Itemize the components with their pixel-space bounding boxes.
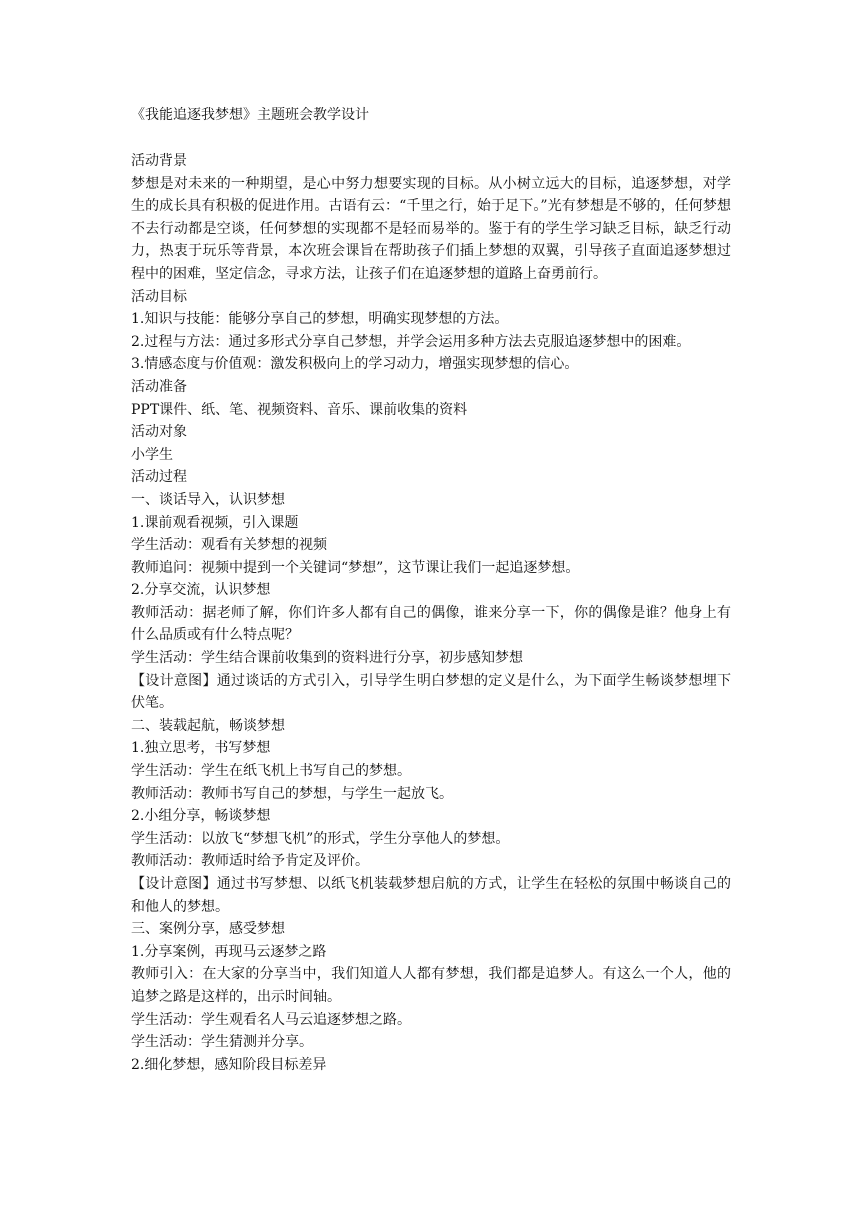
section-3-step-1: 1.分享案例，再现马云逐梦之路 xyxy=(131,943,327,960)
section-1-student-activity: 学生活动：观看有关梦想的视频 xyxy=(131,537,327,554)
heading-goals: 活动目标 xyxy=(131,288,187,305)
section-3-student-watch: 学生活动：学生观看名人马云追逐梦想之路。 xyxy=(131,1011,411,1028)
section-1-step-2: 2.分享交流，认识梦想 xyxy=(131,582,271,599)
audience-text: 小学生 xyxy=(131,446,173,463)
heading-audience: 活动对象 xyxy=(131,424,187,441)
section-2-step-1: 1.独立思考，书写梦想 xyxy=(131,740,271,757)
section-3-step-2: 2.细化梦想，感知阶段目标差异 xyxy=(131,1056,327,1073)
heading-process: 活动过程 xyxy=(131,469,187,486)
section-2-heading: 二、装载起航，畅谈梦想 xyxy=(131,717,285,734)
heading-preparation: 活动准备 xyxy=(131,378,187,395)
section-3-student-guess: 学生活动：学生猜测并分享。 xyxy=(131,1034,313,1051)
section-1-design-intent: 【设计意图】通过谈话的方式引入，引导学生明白梦想的定义是什么，为下面学生畅谈梦想埋下伏笔。 xyxy=(131,672,731,712)
section-1-teacher-question: 教师追问：视频中提到一个关键词“梦想”，这节课让我们一起追逐梦想。 xyxy=(131,559,580,576)
preparation-text: PPT课件、纸、笔、视频资料、音乐、课前收集的资料 xyxy=(131,401,468,418)
section-1-heading: 一、谈话导入，认识梦想 xyxy=(131,491,285,508)
document-body xyxy=(131,150,731,1076)
section-3-heading: 三、案例分享，感受梦想 xyxy=(131,921,285,938)
section-1-student-share: 学生活动：学生结合课前收集到的资料进行分享，初步感知梦想 xyxy=(131,650,523,667)
section-2-teacher-feedback: 教师活动：教师适时给予肯定及评价。 xyxy=(131,853,369,870)
section-2-teacher-activity: 教师活动：教师书写自己的梦想，与学生一起放飞。 xyxy=(131,785,453,802)
document-title: 《我能追逐我梦想》主题班会教学设计 xyxy=(131,107,369,123)
section-1-step-1: 1.课前观看视频，引入课题 xyxy=(131,514,299,531)
section-2-design-intent: 【设计意图】通过书写梦想、以纸飞机装载梦想启航的方式，让学生在轻松的氛围中畅谈自己的和他人的梦想。 xyxy=(131,876,731,915)
goal-item-2: 2.过程与方法：通过多形式分享自己梦想，并学会运用多种方法去克服追逐梦想中的困难。 xyxy=(131,333,691,350)
section-2-student-share: 学生活动：以放飞“梦想飞机”的形式，学生分享他人的梦想。 xyxy=(131,830,510,847)
goal-item-3: 3.情感态度与价值观：激发积极向上的学习动力，增强实现梦想的信心。 xyxy=(131,356,579,373)
goal-item-1: 1.知识与技能：能够分享自己的梦想，明确实现梦想的方法。 xyxy=(131,311,509,328)
heading-background: 活动背景 xyxy=(131,153,187,169)
section-2-step-2: 2.小组分享，畅谈梦想 xyxy=(131,808,271,825)
section-2-student-activity: 学生活动：学生在纸飞机上书写自己的梦想。 xyxy=(131,763,411,780)
paragraph-background: 梦想是对未来的一种期望，是心中努力想要实现的目标。从小树立远大的目标，追逐梦想，对学生的成长具有积极的促进作用。古语有云：“千里之行，始于足下。”光有梦想是不够的，任何梦想不去行动都是空谈，任何梦想的实现都不是轻而易举的。鉴于有的学生学习缺乏目标，缺乏行动力，热衷于玩乐等背景，本次班会课旨在帮助孩子们插上梦想的双翼，引导孩子直面追逐梦想过程中的困难，坚定信念，寻求方法，让孩子们在追逐梦想的道路上奋勇前行。 xyxy=(131,175,731,282)
section-1-teacher-activity: 教师活动：据老师了解，你们许多人都有自己的偶像，谁来分享一下，你的偶像是谁？他身上有什么品质或有什么特点呢？ xyxy=(131,604,731,644)
section-3-teacher-intro: 教师引入：在大家的分享当中，我们知道人人都有梦想，我们都是追梦人。有这么一个人，他的追梦之路是这样的，出示时间轴。 xyxy=(131,966,731,1005)
